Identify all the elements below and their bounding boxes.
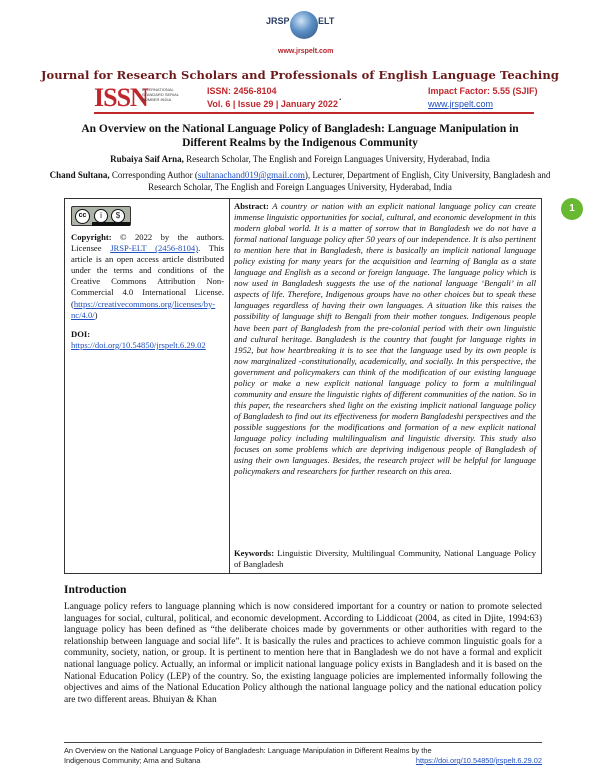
author-1-affiliation: Research Scholar, The English and Foreign Languages University, Hyderabad, India: [183, 154, 490, 164]
journal-website-link[interactable]: www.jrspelt.com: [428, 99, 494, 109]
noncommercial-icon: $: [111, 209, 125, 223]
keywords-label: Keywords:: [234, 548, 275, 558]
author-2-name: Chand Sultana,: [49, 170, 110, 180]
abstract: [234, 201, 536, 477]
author-1: [46, 154, 554, 166]
copyright-notice: [71, 232, 224, 321]
footer-divider: [64, 742, 542, 743]
keywords-text: Linguistic Diversity, Multilingual Community, National Language Policy of Bangladesh: [234, 548, 536, 569]
creative-commons-badge[interactable]: [71, 206, 131, 226]
journal-logo: [266, 8, 346, 64]
issn-number: ISSN: 2456-8104: [207, 86, 277, 96]
doi-link[interactable]: https://doi.org/10.54850/jrspelt.6.29.02: [71, 339, 206, 350]
page-number-badge: 1: [561, 198, 583, 220]
author-2: [46, 170, 554, 193]
logo-left-text: JRSP: [266, 16, 290, 26]
abstract-label: Abstract:: [234, 201, 269, 211]
author-2-email-link[interactable]: sultanachand019@gmail.com: [197, 170, 305, 180]
issn-logo-text: ISSN: [94, 83, 148, 112]
footer: [64, 746, 542, 766]
logo-url: www.jrspelt.com: [278, 48, 334, 55]
paper-title: An Overview on the National Language Policy of Bangladesh: Language Manipulation in Different Realms by the Indigenous Community: [81, 123, 519, 149]
footer-doi-link[interactable]: https://doi.org/10.54850/jrspelt.6.29.02: [415, 756, 542, 765]
volume-issue: Vol. 6 | Issue 29 | January 2022: [207, 99, 338, 109]
abstract-box-divider: [229, 198, 230, 574]
doi-block: [71, 329, 224, 351]
author-2-prefix: Corresponding Author (: [109, 170, 198, 180]
journal-title: Journal for Research Scholars and Professionals of English Language Teaching: [41, 68, 559, 82]
license-text: . This article is an open access article distributed under the terms and conditions of the Creative Commons Attribution Non-Commercial 4.0 International License. (: [71, 243, 225, 309]
keywords: [234, 548, 536, 570]
introduction-body: Language policy refers to language planning which is now considered important for a country or nation to promote selected languages for social, cultural, political, and economic development. According to Liddicoat (2004, as cited in Djite, 1994:63) language policy has been defined as “the deliberate choices made by governments or other authorities with regard to the relationship between language and social life”. It is basically the rules and practices to achieve common linguistic goals for a community, society, nation, or group. It is pertinent to mention here that in Bangladesh we do not have a formal and explicit national language policy. Actually, an informal or implicit national language policy exists in Bangladesh and it is based on the National Education Policy (LEP) of the country. So, the existing language policies are implemented informally following the objectives and aims of the National Education Policy although the national language policy and the national education policy are two different areas. Bhuiyan & Khan: [64, 602, 542, 705]
license-close: ): [94, 309, 98, 320]
attribution-icon: i: [94, 209, 108, 223]
copyright-text: © 2022 by the authors. Licensee: [71, 232, 224, 254]
license-url-link[interactable]: https://creativecommons.org/licenses/by-nc/4.0/: [71, 298, 216, 320]
issn-logo: [94, 83, 179, 112]
header-dot: .: [339, 92, 342, 102]
issn-logo-subtext: INTERNATIONAL STANDARD SERIAL NUMBER INDIA: [142, 87, 179, 102]
header-divider: [94, 112, 534, 114]
footer-citation-line-1: An Overview on the National Language Policy of Bangladesh: Language Manipulation in Different Realms by the: [64, 746, 432, 755]
license-column: [71, 232, 224, 351]
author-2-affiliation: ), Lecturer, Department of English, City University, Bangladesh and Research Scholar, The English and Foreign Languages University, Hyderabad, India: [148, 170, 551, 192]
logo-right-text: ELT: [318, 16, 335, 26]
author-1-name: Rubaiya Saif Arna,: [110, 154, 184, 164]
globe-icon: [290, 11, 318, 39]
impact-factor: Impact Factor: 5.55 (SJIF): [428, 86, 538, 96]
introduction-heading: Introduction: [64, 584, 127, 596]
cc-strip: [92, 222, 130, 226]
cc-icon: cc: [75, 209, 90, 224]
licensee-link[interactable]: JRSP-ELT (2456-8104): [110, 243, 199, 254]
abstract-text: A country or nation with an explicit national language policy can create immense linguistic opportunities for social, cultural, and economic development in this modern global world. It is a matter of sorrow that in Bangladesh we do not have a formal national language policy after 50 years of our independence. It is also pertinent to mention here that in Bangladesh, there is basically an implicit national language policy existing for many years for the acquisition and learning of Bangla as a state language and English as a second or foreign language. The language policy which is now used in Bangladesh suggests the use of the national language ‘Bengali’ in all aspects of life. Therefore, Indigenous groups have no other choices but to speak these languages regardless of having their own languages. A situation like this raises the possibility of language shift to Bengali from their mother tongues. Indigenous people have been part of Bangladesh from the pre-colonial period with their own linguistic and cultural heritage. Bangladesh is the country that fought for language rights in 1952, but how heartbreaking it is to see that the language used by its own people is now marginalized -constitutionally, academically, and socially. In this perspective, the government and policymakers can think of the modification of our existing language policy or make a new explicit national language policy to form a multilingual community and ensure the linguistic rights of different communities of the nation. So in this paper, the researchers shed light on the existing implicit national language policy of Bangladesh to find out its effectiveness for modern Bangladeshi perspectives and the possible suggestions for the modifications and formation of a new explicit national language policy including multilingualism and linguistic diversity. This study also focuses on some problems which are depriving indigenous people of Bangladesh of using their own languages. Besides, the research project will be helpful for language policymakers and researchers for further research on this area.: [234, 201, 536, 477]
copyright-label: Copyright:: [71, 232, 112, 242]
footer-citation-line-2: Indigenous Community; Arna and Sultana: [64, 756, 201, 765]
doi-label: DOI:: [71, 328, 91, 339]
